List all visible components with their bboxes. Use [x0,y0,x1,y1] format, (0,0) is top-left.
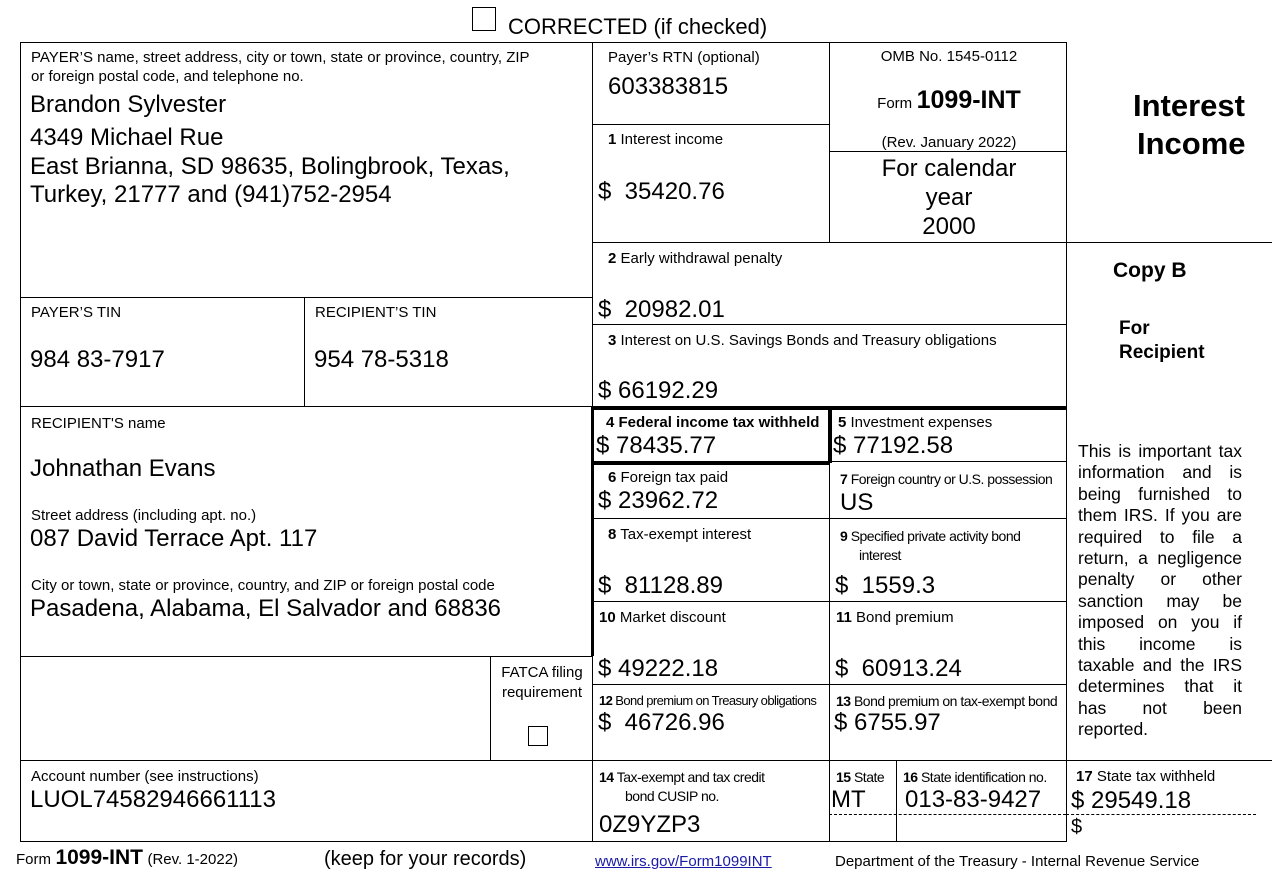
box1-number: 1 [608,131,617,148]
box1-label [608,131,723,149]
box9-number: 9 [840,528,848,544]
box5-value: $ 77192.58 [833,432,954,459]
box7-label [840,470,1052,488]
footer-form [16,846,238,870]
box2-label [608,250,782,268]
rtn-label: Payer’s RTN (optional) [608,49,760,66]
box3-label [608,332,997,350]
box7-value: US [840,489,874,516]
recipient-city: Pasadena, Alabama, El Salvador and 68836 [30,595,502,622]
payer-address-line2: East Brianna, SD 98635, Bolingbrook, Texas, [30,153,510,180]
corrected-checkbox[interactable] [472,7,496,31]
grid-line [490,656,491,761]
grid-line [592,684,1066,685]
box7-label-text: Foreign country or U.S. possession [850,471,1053,487]
box17-value: $ 29549.18 [1071,787,1192,814]
payer-address-line1: 4349 Michael Rue [30,124,224,151]
recipient-name-label: RECIPIENT'S name [31,415,166,432]
payer-address-line3: Turkey, 21777 and (941)752-2954 [30,181,392,208]
grid-line [896,760,897,842]
box16-number: 16 [903,769,918,785]
form-name: 1099-INT [916,86,1021,114]
box8-value: $ 81128.89 [598,572,724,599]
grid-line [20,42,21,842]
box2-value: $ 20982.01 [598,296,725,323]
fatca-label-line1: FATCA filing [501,664,583,681]
account-value: LUOL74582946661113 [30,786,276,813]
grid-line [591,406,594,656]
form-revision: (Rev. January 2022) [881,134,1017,151]
box12-label-text: Bond premium on Treasury obligations [615,693,817,708]
box4-label [606,414,826,432]
grid-line [592,461,830,465]
box8-label [608,526,751,544]
box15-label-text: State [853,769,885,785]
payer-name: Brandon Sylvester [30,91,227,118]
title-line2: Income [1137,126,1246,161]
grid-line [304,297,305,406]
box4-value: $ 78435.77 [596,432,717,459]
box6-label-text: Foreign tax paid [620,469,729,486]
grid-line [830,461,1066,462]
box17-label-text: State tax withheld [1096,768,1216,785]
omb-number: OMB No. 1545-0112 [880,48,1018,65]
box9-label-line2: interest [859,547,901,563]
payer-label-line2: or foreign postal code, and telephone no. [31,68,304,85]
irs-form-link[interactable]: www.irs.gov/Form1099INT [595,853,772,870]
rtn-value: 603383815 [608,73,729,100]
box6-label [608,469,728,487]
box16-label [903,768,1047,786]
grid-line [20,841,1067,842]
recipient-tin-value: 954 78-5318 [314,346,449,373]
payer-label: PAYER’S name, street address, city or town, state or province, country, ZIP [31,49,530,66]
footer-form-prefix: Form [16,851,51,868]
box11-number: 11 [836,609,852,626]
form-title [831,86,1067,115]
box17-value-line2: $ [1071,816,1083,838]
box17-label [1076,768,1215,786]
title-line1: Interest [1133,88,1245,123]
box6-number: 6 [608,469,617,486]
calendar-line1: For calendar [881,155,1017,182]
grid-line [20,297,592,298]
recipient-name: Johnathan Evans [30,455,216,482]
grid-line [828,406,832,463]
grid-line [592,324,1066,325]
payer-tin-value: 984 83-7917 [30,346,165,373]
box13-label-text: Bond premium on tax-exempt bond [853,693,1058,709]
box2-label-text: Early withdrawal penalty [620,250,783,267]
footer-form-rev: (Rev. 1-2022) [147,851,239,868]
box9-label-text: Specified private activity bond [850,528,1021,544]
grid-line [20,760,1272,761]
grid-line [20,42,1067,43]
calendar-year: 2000 [922,213,976,240]
box4-label-text: Federal income tax withheld [618,414,820,431]
box11-label-text: Bond premium [856,609,954,626]
box8-label-text: Tax-exempt interest [620,526,752,543]
box13-number: 13 [836,693,851,709]
box14-label-line2: bond CUSIP no. [625,788,719,804]
account-label: Account number (see instructions) [31,768,259,785]
grid-line [829,42,830,243]
recipient-street: 087 David Terrace Apt. 117 [30,525,318,552]
box14-label [599,768,765,786]
box3-label-text: Interest on U.S. Savings Bonds and Treasury obligations [620,332,997,349]
box5-number: 5 [838,414,847,431]
box4-number: 4 [606,414,615,431]
box17-number: 17 [1076,768,1093,785]
box14-label-text: Tax-exempt and tax credit [616,769,765,785]
box14-value: 0Z9YZP3 [599,811,701,838]
box16-label-text: State identification no. [920,769,1047,785]
footer-keep: (keep for your records) [324,848,527,870]
box9-value: $ 1559.3 [835,572,936,599]
grid-line [829,463,830,842]
box9-label [840,527,1020,545]
recipient-tin-label: RECIPIENT’S TIN [315,304,437,321]
copy-b-title: Copy B [1113,259,1187,282]
box3-number: 3 [608,332,617,349]
grid-line [592,518,1066,519]
box10-value: $ 49222.18 [598,655,719,682]
grid-line [20,656,592,657]
box3-value: $ 66192.29 [598,377,719,404]
grid-line [592,242,1272,243]
box11-value: $ 60913.24 [835,655,962,682]
footer-form-name: 1099-INT [55,846,143,869]
box12-value: $ 46726.96 [598,709,725,736]
box10-label-text: Market discount [619,609,726,626]
fatca-checkbox[interactable] [528,726,548,746]
box13-value: $ 6755.97 [834,709,941,736]
footer-department: Department of the Treasury - Internal Revenue Service [835,853,1200,870]
box10-number: 10 [599,609,616,626]
box7-number: 7 [840,471,848,487]
calendar-line2: year [925,184,973,211]
box15-value: MT [831,786,866,813]
fatca-label-line2: requirement [501,684,583,701]
box1-value: $ 35420.76 [598,178,725,205]
form-prefix: Form [877,95,913,112]
box16-value: 013-83-9427 [905,786,1042,813]
box5-label [838,414,992,432]
important-notice: This is important tax information and is being furnished to them IRS. If you are required to file a return, a negligence penalty or other sanction may be imposed on you if this income is taxable and the IRS determines that it has not been reported. [1078,441,1242,740]
grid-line [20,406,592,407]
box1-label-text: Interest income [620,131,724,148]
payer-tin-label: PAYER’S TIN [31,304,122,321]
box12-label [599,692,816,710]
grid-line [592,124,829,125]
corrected-label: CORRECTED (if checked) [508,14,768,39]
box2-number: 2 [608,250,617,267]
box8-number: 8 [608,526,617,543]
box10-label [599,609,726,627]
box12-number: 12 [599,693,613,708]
city-label: City or town, state or province, country, and ZIP or foreign postal code [31,577,495,594]
box11-label [836,609,954,627]
box6-value: $ 23962.72 [598,487,719,514]
box5-label-text: Investment expenses [850,414,993,431]
box15-label [836,768,884,786]
street-label: Street address (including apt. no.) [31,507,257,524]
for-line1: For [1119,318,1150,339]
grid-line [829,151,1066,152]
grid-line [592,601,1066,602]
box14-number: 14 [599,769,614,785]
box13-label [836,692,1057,710]
box15-number: 15 [836,769,851,785]
grid-line [829,814,1066,815]
for-line2: Recipient [1119,342,1205,363]
